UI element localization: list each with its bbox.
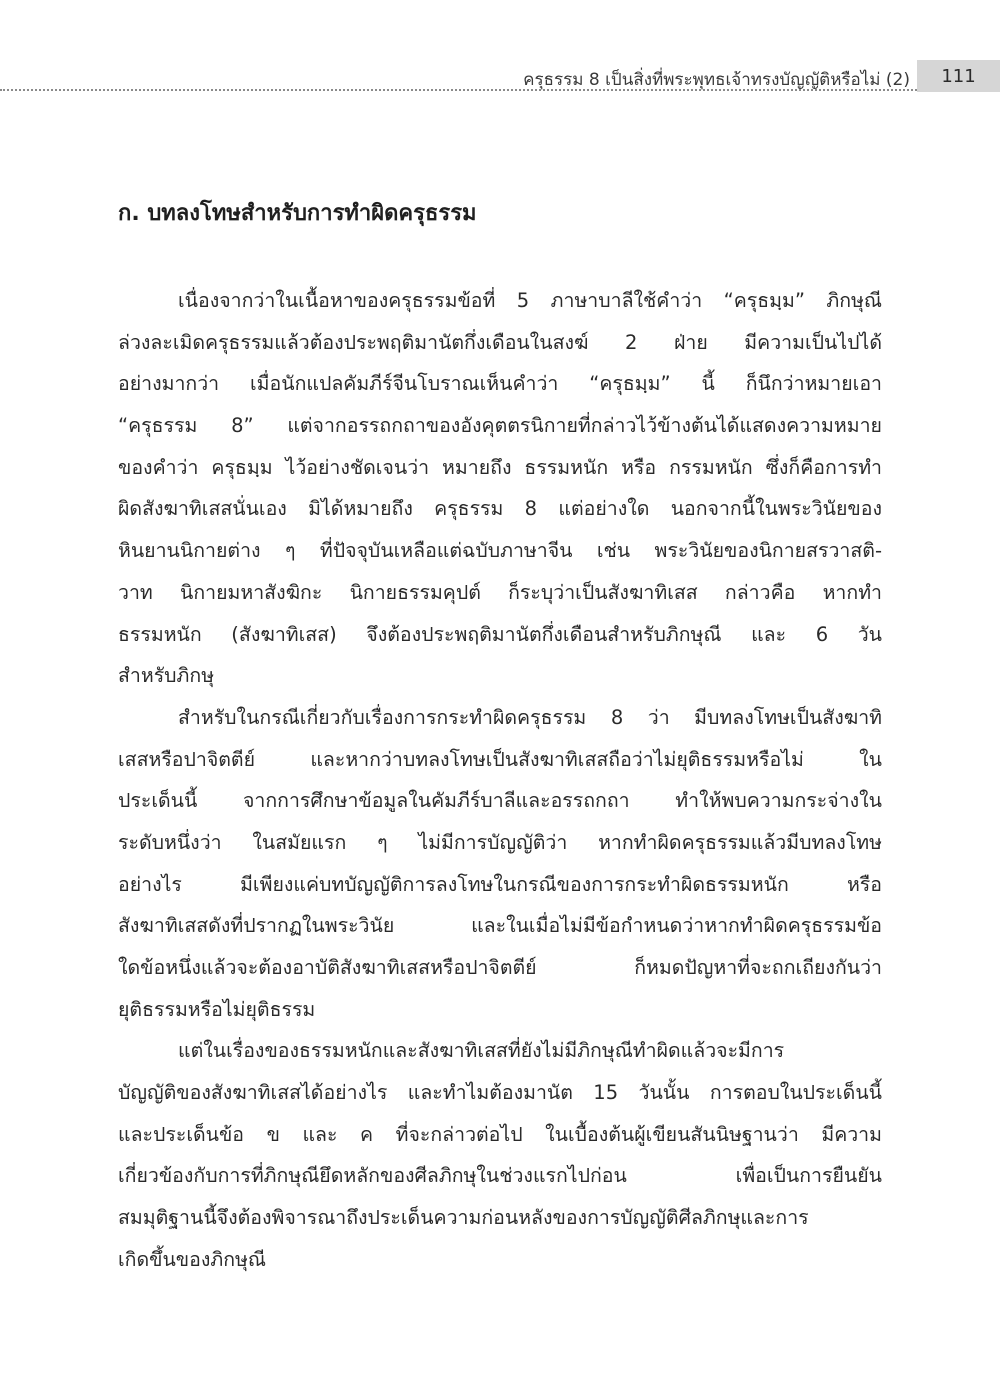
- paragraph-2: [118, 697, 882, 1031]
- text-line: หินยานนิกายต่าง ๆ ที่ปัจจุบันเหลือแต่ฉบับภาษาจีน เช่น พระวินัยของนิกายสรวาสติ-: [118, 539, 882, 563]
- text-line: เกิดขึ้นของภิกษุณี: [118, 1247, 266, 1271]
- text-line: ของคำว่า ครุธมฺม ไว้อย่างชัดเจนว่า หมายถึง ธรรมหนัก หรือ กรรมหนัก ซึ่งก็คือการทำ: [118, 455, 882, 479]
- text-line: ผิดสังฆาทิเสสนั่นเอง มิได้หมายถึง ครุธรรม 8 แต่อย่างใด นอกจากนี้ในพระวินัยของ: [118, 497, 882, 521]
- text-line: สำหรับภิกษุ: [118, 664, 215, 688]
- text-line: วาท นิกายมหาสังฆิกะ นิกายธรรมคุปต์ ก็ระบุว่าเป็นสังฆาทิเสส กล่าวคือ หากทำ: [118, 580, 882, 604]
- page-number-box: [917, 60, 1000, 92]
- paragraph-1: [118, 280, 882, 697]
- text-line: เกี่ยวข้องกับการที่ภิกษุณียึดหลักของศีลภิกษุในช่วงแรกไปก่อน เพื่อเป็นการยืนยัน: [118, 1164, 882, 1188]
- text-line: สมมุติฐานนี้จึงต้องพิจารณาถึงประเด็นความก่อนหลังของการบัญญัติศีลภิกษุและการ: [118, 1206, 809, 1230]
- text-line: บัญญัติของสังฆาทิเสสได้อย่างไร และทำไมต้องมานัต 15 วันนั้น การตอบในประเด็นนี้: [118, 1081, 882, 1105]
- text-line: สำหรับในกรณีเกี่ยวกับเรื่องการกระทำผิดครุธรรม 8 ว่า มีบทลงโทษเป็นสังฆาทิ: [178, 705, 882, 729]
- text-line: อย่างมากว่า เมื่อนักแปลคัมภีร์จีนโบราณเห็นคำว่า “ครุธมฺม” นี้ ก็นึกว่าหมายเอา: [118, 372, 882, 396]
- text-line: ใดข้อหนึ่งแล้วจะต้องอาบัติสังฆาทิเสสหรือปาจิตตีย์ ก็หมดปัญหาที่จะถกเถียงกันว่า: [118, 956, 882, 979]
- text-line: ระดับหนึ่งว่า ในสมัยแรก ๆ ไม่มีการบัญญัติว่า หากทำผิดครุธรรมแล้วมีบทลงโทษ: [118, 830, 882, 854]
- page-header: [0, 60, 1000, 96]
- text-line: “ครุธรรม 8” แต่จากอรรถกถาของอังคุตตรนิกายที่กล่าวไว้ข้างต้นได้แสดงความหมาย: [118, 414, 882, 438]
- text-line: ล่วงละเมิดครุธรรมแล้วต้องประพฤติมานัตกึ่งเดือนในสงฆ์ 2 ฝ่าย มีความเป็นไปได้: [118, 330, 882, 354]
- section-heading: ก. บทลงโทษสำหรับการทำผิดครุธรรม: [118, 201, 477, 226]
- body-text: [118, 280, 882, 1281]
- running-title: ครุธรรม 8 เป็นสิ่งที่พระพุทธเจ้าทรงบัญญัติหรือไม่ (2): [523, 70, 910, 90]
- text-line: เนื่องจากว่าในเนื้อหาของครุธรรมข้อที่ 5 ภาษาบาลีใช้คำว่า “ครุธมฺม” ภิกษุณี: [178, 289, 882, 312]
- text-line: ธรรมหนัก (สังฆาทิเสส) จึงต้องประพฤติมานัตกึ่งเดือนสำหรับภิกษุณี และ 6 วัน: [118, 622, 882, 646]
- text-line: ยุติธรรมหรือไม่ยุติธรรม: [118, 997, 316, 1021]
- text-line: และประเด็นข้อ ข และ ค ที่จะกล่าวต่อไป ในเบื้องต้นผู้เขียนสันนิษฐานว่า มีความ: [118, 1122, 882, 1146]
- text-line: แต่ในเรื่องของธรรมหนักและสังฆาทิเสสที่ยังไม่มีภิกษุณีทำผิดแล้วจะมีการ: [178, 1039, 785, 1063]
- text-line: สังฆาทิเสสดังที่ปรากฏในพระวินัย และในเมื่อไม่มีข้อกำหนดว่าหากทำผิดครุธรรมข้อ: [118, 914, 882, 938]
- page-number: 111: [941, 65, 976, 87]
- text-line: เสสหรือปาจิตตีย์ และหากว่าบทลงโทษเป็นสังฆาทิเสสถือว่าไม่ยุติธรรมหรือไม่ ใน: [118, 747, 882, 771]
- text-line: อย่างไร มีเพียงแค่บทบัญญัติการลงโทษในกรณีของการกระทำผิดธรรมหนัก หรือ: [118, 872, 882, 896]
- text-line: ประเด็นนี้ จากการศึกษาข้อมูลในคัมภีร์บาลีและอรรถกถา ทำให้พบความกระจ่างใน: [118, 789, 882, 813]
- paragraph-3: [118, 1030, 882, 1280]
